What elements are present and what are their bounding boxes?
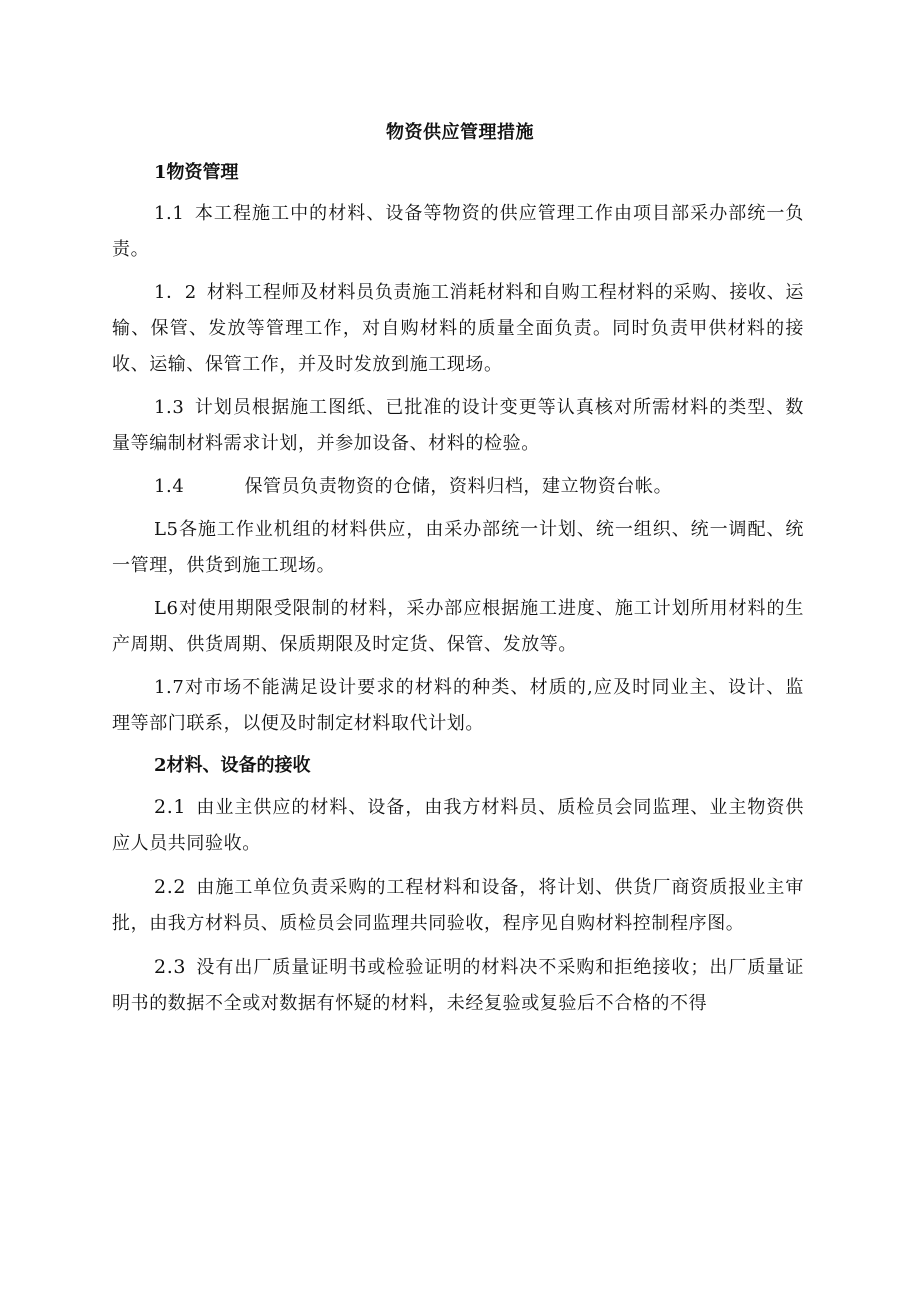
paragraph-number: 1.7 bbox=[154, 677, 185, 698]
paragraph-number: 1.4 bbox=[154, 476, 185, 497]
paragraph-1-7 bbox=[112, 670, 804, 742]
paragraph-2-1 bbox=[112, 789, 804, 862]
paragraph-text: 由施工单位负责采购的工程材料和设备，将计划、供货厂商资质报业主审批，由我方材料员、质检员会同监理共同验收，程序见自购材料控制程序图。 bbox=[112, 877, 804, 934]
paragraph-text: 对市场不能满足设计要求的材料的种类、材质的,应及时同业主、设计、监理等部门联系，以便及时制定材料取代计划。 bbox=[112, 677, 804, 734]
paragraph-text: 对使用期限受限制的材料，采办部应根据施工进度、施工计划所用材料的生产周期、供货周期、保质期限及时定货、保管、发放等。 bbox=[112, 598, 804, 655]
paragraph-1-6 bbox=[112, 591, 804, 663]
paragraph-number: 2.2 bbox=[154, 876, 187, 898]
paragraph-1-2 bbox=[112, 275, 804, 383]
paragraph-2-2 bbox=[112, 869, 804, 942]
paragraph-text: 由业主供应的材料、设备，由我方材料员、质检员会同监理、业主物资供应人员共同验收。 bbox=[112, 797, 804, 854]
document-body bbox=[112, 156, 804, 1029]
paragraph-number: 2.1 bbox=[154, 796, 187, 818]
section-2-heading: 2材料、设备的接收 bbox=[154, 755, 311, 776]
paragraph-text: 计划员根据施工图纸、已批准的设计变更等认真核对所需材料的类型、数量等编制材料需求计划，并参加设备、材料的检验。 bbox=[112, 397, 804, 454]
paragraph-1-1 bbox=[112, 196, 804, 268]
section-1-heading: 1物资管理 bbox=[154, 162, 239, 183]
paragraph-text: 各施工作业机组的材料供应，由采办部统一计划、统一组织、统一调配、统一管理，供货到施工现场。 bbox=[112, 519, 804, 576]
paragraph-text: 本工程施工中的材料、设备等物资的供应管理工作由项目部采办部统一负责。 bbox=[112, 203, 804, 260]
paragraph-text: 材料工程师及材料员负责施工消耗材料和自购工程材料的采购、接收、运输、保管、发放等管理工作，对自购材料的质量全面负责。同时负责甲供材料的接收、运输、保管工作，并及时发放到施工现场。 bbox=[112, 282, 804, 375]
paragraph-1-4 bbox=[112, 469, 804, 505]
paragraph-2-3 bbox=[112, 949, 804, 1022]
paragraph-1-5 bbox=[112, 512, 804, 584]
paragraph-text: 没有出厂质量证明书或检验证明的材料决不采购和拒绝接收；出厂质量证明书的数据不全或对数据有怀疑的材料，未经复验或复验后不合格的不得 bbox=[112, 957, 804, 1014]
paragraph-number: 1.1 bbox=[154, 203, 185, 224]
paragraph-text: 保管员负责物资的仓储，资料归档，建立物资台帐。 bbox=[244, 476, 673, 497]
paragraph-number: 1．2 bbox=[154, 282, 197, 303]
paragraph-number: 2.3 bbox=[154, 956, 187, 978]
document-title: 物资供应管理措施 bbox=[386, 122, 534, 143]
paragraph-number: L5 bbox=[154, 519, 179, 540]
paragraph-1-3 bbox=[112, 390, 804, 462]
paragraph-number: 1.3 bbox=[154, 397, 185, 418]
paragraph-number: L6 bbox=[154, 598, 179, 619]
